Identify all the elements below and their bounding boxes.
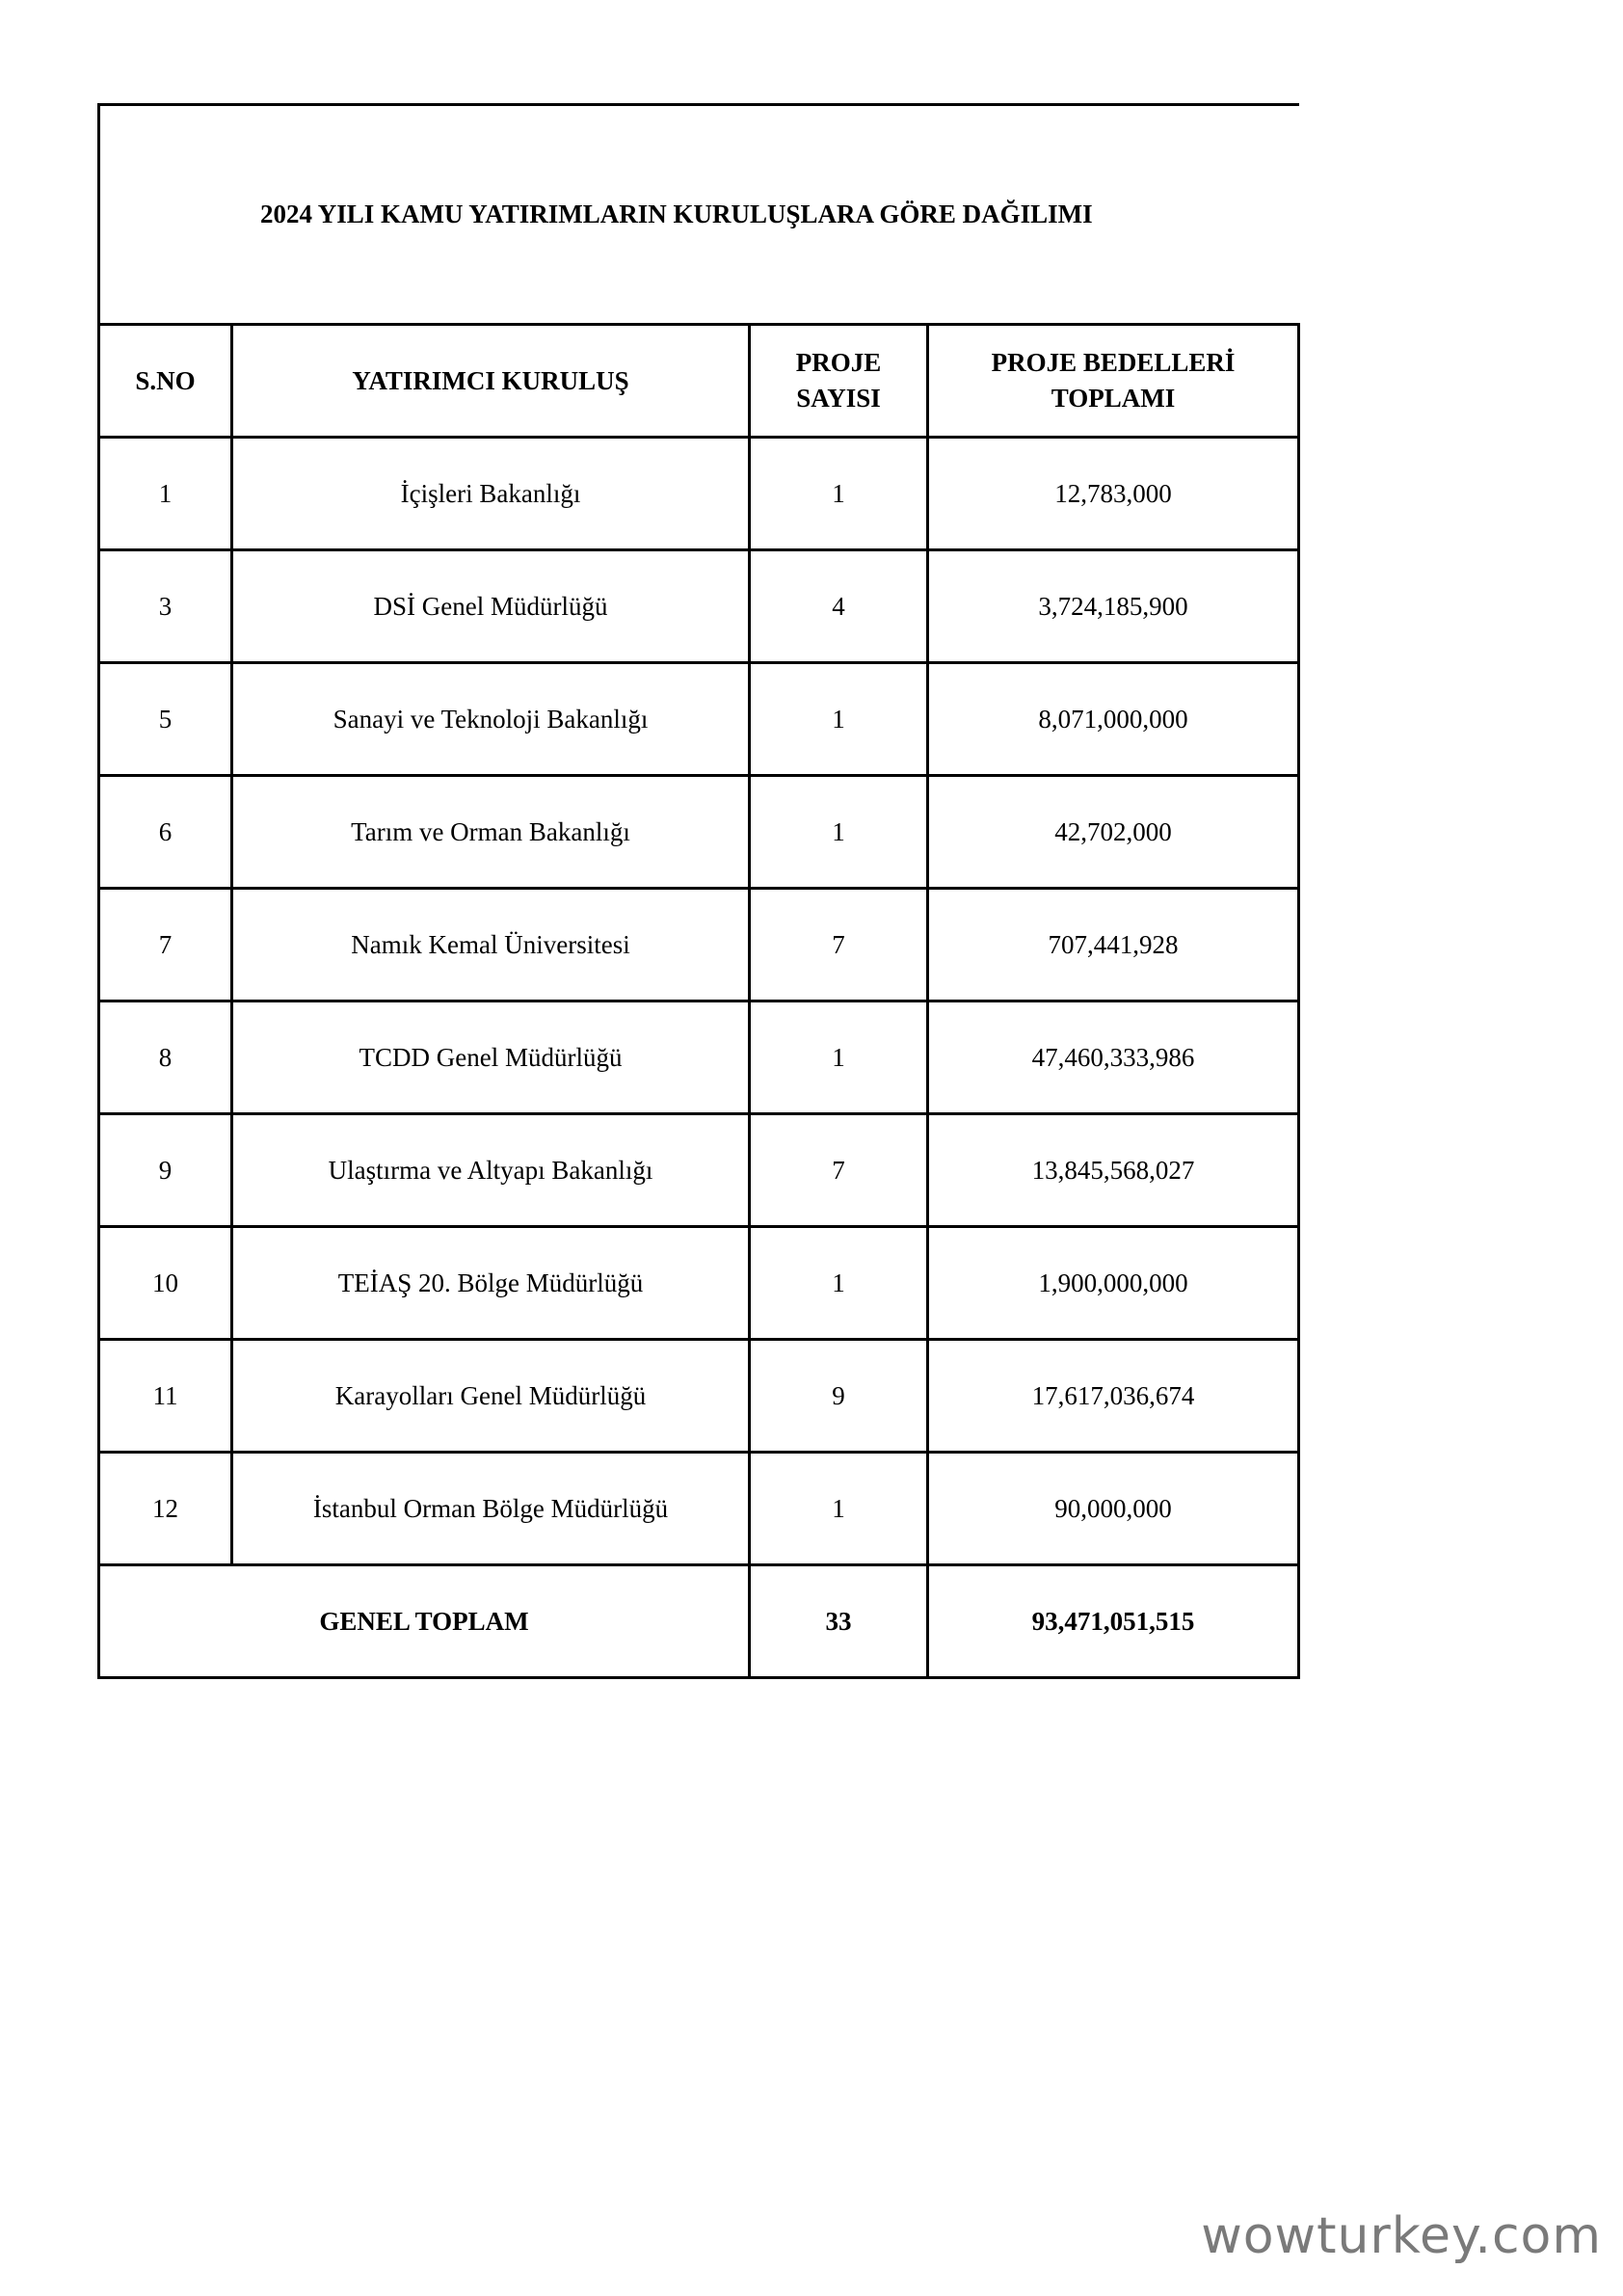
- total-count: 33: [750, 1565, 928, 1678]
- table-row: [99, 438, 1299, 550]
- table-row: [99, 1453, 1299, 1565]
- cell-count: 1: [750, 1453, 928, 1565]
- total-row: [99, 1565, 1299, 1678]
- document-title: 2024 YILI KAMU YATIRIMLARIN KURULUŞLARA GÖRE DAĞILIMI: [99, 105, 1299, 325]
- cell-institution: İçişleri Bakanlığı: [232, 438, 750, 550]
- table-row: [99, 1114, 1299, 1227]
- cell-amount: 13,845,568,027: [928, 1114, 1299, 1227]
- cell-count: 1: [750, 776, 928, 889]
- cell-count: 1: [750, 1001, 928, 1114]
- cell-sno: 5: [99, 663, 232, 776]
- cell-sno: 3: [99, 550, 232, 663]
- cell-count: 1: [750, 438, 928, 550]
- header-project-count: [750, 325, 928, 438]
- investment-table: [97, 103, 1300, 1679]
- cell-sno: 6: [99, 776, 232, 889]
- cell-count: 9: [750, 1340, 928, 1453]
- title-row: [99, 105, 1299, 325]
- header-project-total-line1: PROJE BEDELLERİ: [991, 348, 1236, 377]
- header-project-count-line2: SAYISI: [796, 384, 881, 413]
- header-project-count-line1: PROJE: [795, 348, 882, 377]
- cell-sno: 9: [99, 1114, 232, 1227]
- cell-count: 1: [750, 663, 928, 776]
- cell-institution: Namık Kemal Üniversitesi: [232, 889, 750, 1001]
- cell-sno: 8: [99, 1001, 232, 1114]
- cell-institution: Ulaştırma ve Altyapı Bakanlığı: [232, 1114, 750, 1227]
- cell-amount: 90,000,000: [928, 1453, 1299, 1565]
- cell-sno: 12: [99, 1453, 232, 1565]
- cell-institution: Karayolları Genel Müdürlüğü: [232, 1340, 750, 1453]
- cell-institution: İstanbul Orman Bölge Müdürlüğü: [232, 1453, 750, 1565]
- cell-institution: Sanayi ve Teknoloji Bakanlığı: [232, 663, 750, 776]
- cell-count: 7: [750, 889, 928, 1001]
- table-row: [99, 1340, 1299, 1453]
- cell-sno: 10: [99, 1227, 232, 1340]
- cell-sno: 11: [99, 1340, 232, 1453]
- header-institution: YATIRIMCI KURULUŞ: [232, 325, 750, 438]
- cell-amount: 3,724,185,900: [928, 550, 1299, 663]
- table-row: [99, 1001, 1299, 1114]
- cell-sno: 7: [99, 889, 232, 1001]
- table-row: [99, 1227, 1299, 1340]
- total-amount: 93,471,051,515: [928, 1565, 1299, 1678]
- cell-sno: 1: [99, 438, 232, 550]
- header-project-total: [928, 325, 1299, 438]
- cell-amount: 42,702,000: [928, 776, 1299, 889]
- cell-amount: 707,441,928: [928, 889, 1299, 1001]
- cell-institution: TCDD Genel Müdürlüğü: [232, 1001, 750, 1114]
- cell-institution: Tarım ve Orman Bakanlığı: [232, 776, 750, 889]
- table-row: [99, 889, 1299, 1001]
- header-sno: S.NO: [99, 325, 232, 438]
- cell-institution: TEİAŞ 20. Bölge Müdürlüğü: [232, 1227, 750, 1340]
- table-row: [99, 550, 1299, 663]
- table-row: [99, 663, 1299, 776]
- cell-amount: 17,617,036,674: [928, 1340, 1299, 1453]
- cell-count: 4: [750, 550, 928, 663]
- table-row: [99, 776, 1299, 889]
- cell-count: 7: [750, 1114, 928, 1227]
- cell-institution: DSİ Genel Müdürlüğü: [232, 550, 750, 663]
- cell-amount: 1,900,000,000: [928, 1227, 1299, 1340]
- cell-count: 1: [750, 1227, 928, 1340]
- total-label: GENEL TOPLAM: [99, 1565, 750, 1678]
- header-row: [99, 325, 1299, 438]
- cell-amount: 12,783,000: [928, 438, 1299, 550]
- cell-amount: 8,071,000,000: [928, 663, 1299, 776]
- watermark: wowturkey.com: [1201, 2207, 1602, 2265]
- cell-amount: 47,460,333,986: [928, 1001, 1299, 1114]
- header-project-total-line2: TOPLAMI: [1051, 384, 1176, 413]
